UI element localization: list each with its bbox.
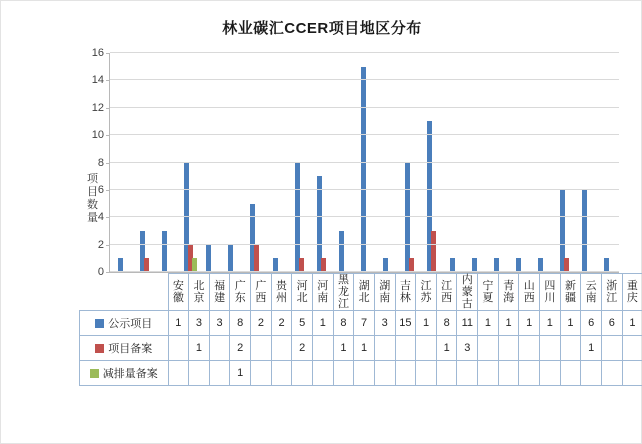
category-header-cell: 江苏 bbox=[416, 274, 437, 311]
category-header-cell: 宁夏 bbox=[478, 274, 499, 311]
category-header-cell: 湖南 bbox=[374, 274, 395, 311]
gridline bbox=[97, 183, 619, 196]
data-cell: 5 bbox=[292, 311, 313, 336]
data-cell: 8 bbox=[230, 311, 251, 336]
gridline bbox=[97, 238, 619, 251]
category-header-cell: 四川 bbox=[540, 274, 561, 311]
data-cell: 2 bbox=[230, 336, 251, 361]
data-cell bbox=[374, 361, 395, 386]
data-cell: 1 bbox=[560, 311, 581, 336]
data-cell bbox=[271, 361, 292, 386]
data-cell bbox=[540, 361, 561, 386]
category-header-cell: 黑龙江 bbox=[333, 274, 354, 311]
bar bbox=[405, 163, 410, 273]
bar-group bbox=[331, 53, 353, 272]
legend-label: 减排量备案 bbox=[102, 368, 158, 380]
bar-group bbox=[199, 53, 221, 272]
data-cell bbox=[168, 336, 189, 361]
gridline bbox=[91, 129, 619, 142]
data-cell: 1 bbox=[312, 311, 333, 336]
data-cell bbox=[622, 336, 642, 361]
gridline bbox=[91, 74, 619, 87]
bar bbox=[516, 258, 521, 272]
bar-group bbox=[530, 53, 552, 272]
data-cell: 1 bbox=[519, 311, 540, 336]
data-cell bbox=[478, 361, 499, 386]
bar-group bbox=[154, 53, 176, 272]
gridline bbox=[91, 101, 619, 114]
data-cell bbox=[416, 336, 437, 361]
category-header-cell: 北京 bbox=[189, 274, 210, 311]
category-header-cell: 重庆 bbox=[622, 274, 642, 311]
data-cell: 1 bbox=[581, 336, 602, 361]
data-cell: 11 bbox=[457, 311, 478, 336]
bar bbox=[228, 245, 233, 272]
category-header-cell: 青海 bbox=[498, 274, 519, 311]
data-cell bbox=[395, 336, 416, 361]
data-cell bbox=[457, 361, 478, 386]
data-cell: 8 bbox=[436, 311, 457, 336]
data-cell bbox=[189, 361, 210, 386]
bar-group bbox=[132, 53, 154, 272]
data-cell bbox=[622, 361, 642, 386]
category-header-cell: 新疆 bbox=[560, 274, 581, 311]
bar bbox=[273, 258, 278, 272]
data-table-wrapper bbox=[79, 273, 638, 386]
data-cell bbox=[354, 361, 375, 386]
legend-label: 项目备案 bbox=[108, 343, 153, 355]
category-header-cell: 河北 bbox=[292, 274, 313, 311]
data-cell bbox=[498, 336, 519, 361]
y-tick-label: 16 bbox=[91, 47, 104, 59]
data-cell: 1 bbox=[416, 311, 437, 336]
bar bbox=[299, 258, 304, 272]
data-cell: 1 bbox=[540, 311, 561, 336]
category-header-cell: 河南 bbox=[312, 274, 333, 311]
y-tick-mark bbox=[106, 108, 110, 109]
bar bbox=[383, 258, 388, 272]
bar-group bbox=[464, 53, 486, 272]
chart-title: 林业碳汇CCER项目地区分布 bbox=[222, 20, 422, 37]
y-tick-label: 12 bbox=[91, 101, 104, 114]
data-cell: 7 bbox=[354, 311, 375, 336]
bar-group bbox=[221, 53, 243, 272]
legend-swatch bbox=[95, 319, 104, 328]
plot-wrapper bbox=[79, 47, 619, 278]
category-header-cell: 广西 bbox=[251, 274, 272, 311]
bar-group bbox=[243, 53, 265, 272]
bar bbox=[254, 245, 259, 272]
bar-group bbox=[353, 53, 375, 272]
data-cell: 1 bbox=[354, 336, 375, 361]
bar bbox=[206, 245, 211, 272]
table-corner-cell bbox=[80, 274, 169, 311]
data-cell: 3 bbox=[374, 311, 395, 336]
bar bbox=[192, 258, 197, 272]
data-cell bbox=[540, 336, 561, 361]
y-tick-mark bbox=[106, 135, 110, 136]
bar bbox=[409, 258, 414, 272]
data-cell: 1 bbox=[478, 311, 499, 336]
bar bbox=[144, 258, 149, 272]
y-axis-label: 项目数量 bbox=[87, 173, 99, 224]
data-cell: 8 bbox=[333, 311, 354, 336]
data-cell bbox=[560, 361, 581, 386]
data-cell: 1 bbox=[189, 336, 210, 361]
category-header-cell: 云南 bbox=[581, 274, 602, 311]
data-cell bbox=[251, 336, 272, 361]
data-cell bbox=[271, 336, 292, 361]
bar-group bbox=[309, 53, 331, 272]
data-cell: 6 bbox=[601, 311, 622, 336]
gridline bbox=[91, 47, 619, 59]
bar-group bbox=[176, 53, 198, 272]
bar-group bbox=[376, 53, 398, 272]
bar bbox=[162, 231, 167, 272]
data-cell: 2 bbox=[292, 336, 313, 361]
gridline bbox=[97, 266, 619, 278]
y-tick-label: 0 bbox=[97, 266, 104, 278]
data-cell bbox=[519, 361, 540, 386]
data-cell: 6 bbox=[581, 311, 602, 336]
y-tick-label: 2 bbox=[97, 238, 104, 251]
bar-group bbox=[575, 53, 597, 272]
data-table bbox=[79, 273, 642, 386]
bar bbox=[295, 163, 300, 273]
gridline bbox=[97, 211, 619, 224]
y-tick-mark bbox=[106, 53, 110, 54]
legend-label: 公示项目 bbox=[108, 318, 153, 330]
gridline bbox=[97, 156, 619, 169]
data-cell: 1 bbox=[498, 311, 519, 336]
category-header-cell: 浙江 bbox=[601, 274, 622, 311]
y-tick-label: 4 bbox=[97, 211, 104, 224]
category-header-cell: 湖北 bbox=[354, 274, 375, 311]
data-cell: 1 bbox=[436, 336, 457, 361]
bar bbox=[339, 231, 344, 272]
y-tick-mark bbox=[106, 163, 110, 164]
data-cell bbox=[312, 361, 333, 386]
data-cell: 1 bbox=[230, 361, 251, 386]
category-header-cell: 贵州 bbox=[271, 274, 292, 311]
data-cell bbox=[478, 336, 499, 361]
table-row bbox=[80, 336, 642, 361]
data-cell bbox=[560, 336, 581, 361]
bar-group bbox=[486, 53, 508, 272]
bar bbox=[582, 190, 587, 272]
data-cell bbox=[436, 361, 457, 386]
bar bbox=[450, 258, 455, 272]
bar bbox=[431, 231, 436, 272]
data-cell bbox=[333, 361, 354, 386]
data-cell bbox=[519, 336, 540, 361]
data-cell bbox=[395, 361, 416, 386]
category-header-cell: 山西 bbox=[519, 274, 540, 311]
y-tick-mark bbox=[106, 217, 110, 218]
bar-group bbox=[287, 53, 309, 272]
bar bbox=[494, 258, 499, 272]
data-cell bbox=[209, 361, 230, 386]
table-row bbox=[80, 361, 642, 386]
data-cell bbox=[312, 336, 333, 361]
data-cell bbox=[374, 336, 395, 361]
bar-group bbox=[553, 53, 575, 272]
bar-group bbox=[110, 53, 132, 272]
bars-group bbox=[110, 53, 619, 272]
y-tick-mark bbox=[106, 80, 110, 81]
data-cell: 1 bbox=[333, 336, 354, 361]
category-header-cell: 内蒙古 bbox=[457, 274, 478, 311]
data-cell: 2 bbox=[251, 311, 272, 336]
bar bbox=[564, 258, 569, 272]
bar-group bbox=[420, 53, 442, 272]
data-cell: 3 bbox=[189, 311, 210, 336]
table-row bbox=[80, 311, 642, 336]
bar bbox=[361, 67, 366, 272]
legend-entry bbox=[80, 336, 169, 361]
bar-group bbox=[398, 53, 420, 272]
data-cell bbox=[581, 361, 602, 386]
y-tick-label: 6 bbox=[97, 183, 104, 196]
category-header-cell: 安徽 bbox=[168, 274, 189, 311]
bar bbox=[604, 258, 609, 272]
bar-group bbox=[508, 53, 530, 272]
data-cell: 3 bbox=[457, 336, 478, 361]
y-tick-mark bbox=[106, 245, 110, 246]
bar-group bbox=[265, 53, 287, 272]
bar bbox=[538, 258, 543, 272]
legend-entry bbox=[80, 361, 169, 386]
data-cell: 1 bbox=[168, 311, 189, 336]
bar bbox=[321, 258, 326, 272]
data-cell bbox=[416, 361, 437, 386]
data-cell: 15 bbox=[395, 311, 416, 336]
bar-group bbox=[597, 53, 619, 272]
legend-swatch bbox=[90, 369, 99, 378]
table-row bbox=[80, 274, 642, 311]
category-header-cell: 福建 bbox=[209, 274, 230, 311]
legend-swatch bbox=[95, 344, 104, 353]
data-cell: 3 bbox=[209, 311, 230, 336]
data-cell bbox=[251, 361, 272, 386]
y-tick-label: 10 bbox=[91, 129, 104, 142]
bar bbox=[118, 258, 123, 272]
y-tick-label: 14 bbox=[91, 74, 104, 87]
data-cell bbox=[601, 336, 622, 361]
y-tick-label: 8 bbox=[97, 156, 104, 169]
bar-group bbox=[442, 53, 464, 272]
data-cell bbox=[209, 336, 230, 361]
category-header-cell: 江西 bbox=[436, 274, 457, 311]
bar bbox=[472, 258, 477, 272]
legend-entry bbox=[80, 311, 169, 336]
category-header-cell: 吉林 bbox=[395, 274, 416, 311]
data-cell bbox=[601, 361, 622, 386]
data-cell bbox=[168, 361, 189, 386]
data-cell: 2 bbox=[271, 311, 292, 336]
y-tick-mark bbox=[106, 190, 110, 191]
category-header-cell: 广东 bbox=[230, 274, 251, 311]
data-cell bbox=[292, 361, 313, 386]
data-cell: 1 bbox=[622, 311, 642, 336]
data-cell bbox=[498, 361, 519, 386]
